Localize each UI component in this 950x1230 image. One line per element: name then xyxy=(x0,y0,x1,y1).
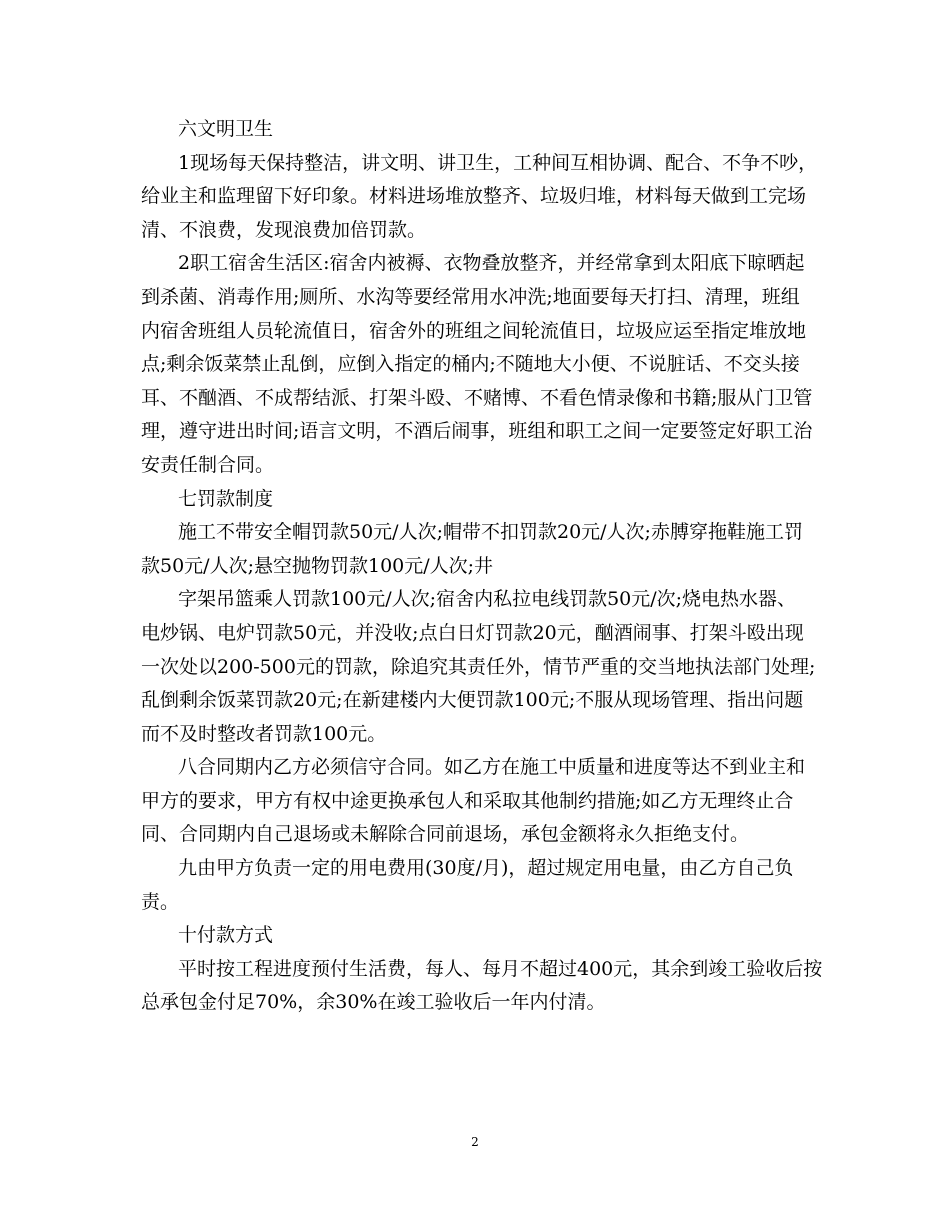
text-line: 十付款方式 xyxy=(178,924,274,947)
text-line: 清、不浪费，发现浪费加倍罚款。 xyxy=(141,218,427,241)
text-line: 字架吊篮乘人罚款100元/人次;宿舍内私拉电线罚款50元/次;烧电热水器、 xyxy=(178,588,797,611)
text-line: 一次处以200-500元的罚款，除追究其责任外，情节严重的交当地执法部门处理; xyxy=(141,655,816,678)
text-line: 耳、不酗酒、不成帮结派、打架斗殴、不赌博、不看色情录像和书籍;服从门卫管 xyxy=(141,386,813,409)
text-line: 2职工宿舍生活区:宿舍内被褥、衣物叠放整齐，并经常拿到太阳底下晾晒起 xyxy=(178,252,805,275)
text-line: 同、合同期内自己退场或未解除合同前退场，承包金额将永久拒绝支付。 xyxy=(141,823,750,846)
text-line: 款50元/人次;悬空抛物罚款100元/人次;井 xyxy=(141,554,494,577)
text-line: 给业主和监理留下好印象。材料进场堆放整齐、垃圾归堆，材料每天做到工完场 xyxy=(141,185,807,208)
text-line: 总承包金付足70%，余30%在竣工验收后一年内付清。 xyxy=(141,991,606,1014)
text-line: 理，遵守进出时间;语言文明，不酒后闹事，班组和职工之间一定要签定好职工治 xyxy=(141,420,813,443)
text-line: 电炒锅、电炉罚款50元，并没收;点白日灯罚款20元，酗酒闹事、打架斗殴出现 xyxy=(141,621,804,644)
text-line: 责。 xyxy=(141,890,180,913)
document-body xyxy=(141,113,821,1020)
text-line: 乱倒剩余饭菜罚款20元;在新建楼内大便罚款100元;不服从现场管理、指出问题 xyxy=(141,689,804,712)
text-line: 点;剩余饭菜禁止乱倒，应倒入指定的桶内;不随地大小便、不说脏话、不交头接 xyxy=(141,353,800,376)
text-line: 安责任制合同。 xyxy=(141,453,275,476)
text-line: 七罚款制度 xyxy=(178,487,274,510)
text-line: 平时按工程进度预付生活费，每人、每月不超过400元，其余到竣工验收后按 xyxy=(178,957,823,980)
text-line: 九由甲方负责一定的用电费用(30度/月)，超过规定用电量，由乙方自己负 xyxy=(178,857,794,880)
page-number: 2 xyxy=(471,1135,479,1149)
text-line: 甲方的要求，甲方有权中途更换承包人和采取其他制约措施;如乙方无理终止合 xyxy=(141,789,794,812)
text-line: 而不及时整改者罚款100元。 xyxy=(141,722,387,745)
text-line: 1现场每天保持整洁，讲文明、讲卫生，工种间互相协调、配合、不争不吵， xyxy=(178,151,818,174)
text-line: 八合同期内乙方必须信守合同。如乙方在施工中质量和进度等达不到业主和 xyxy=(178,756,806,779)
text-line: 六文明卫生 xyxy=(178,118,274,140)
text-line: 施工不带安全帽罚款50元/人次;帽带不扣罚款20元/人次;赤膊穿拖鞋施工罚 xyxy=(178,521,803,544)
text-line: 到杀菌、消毒作用;厕所、水沟等要经常用水冲洗;地面要每天打扫、清理，班组 xyxy=(141,285,800,308)
text-line: 内宿舍班组人员轮流值日，宿舍外的班组之间轮流值日，垃圾应运至指定堆放地 xyxy=(141,319,807,342)
